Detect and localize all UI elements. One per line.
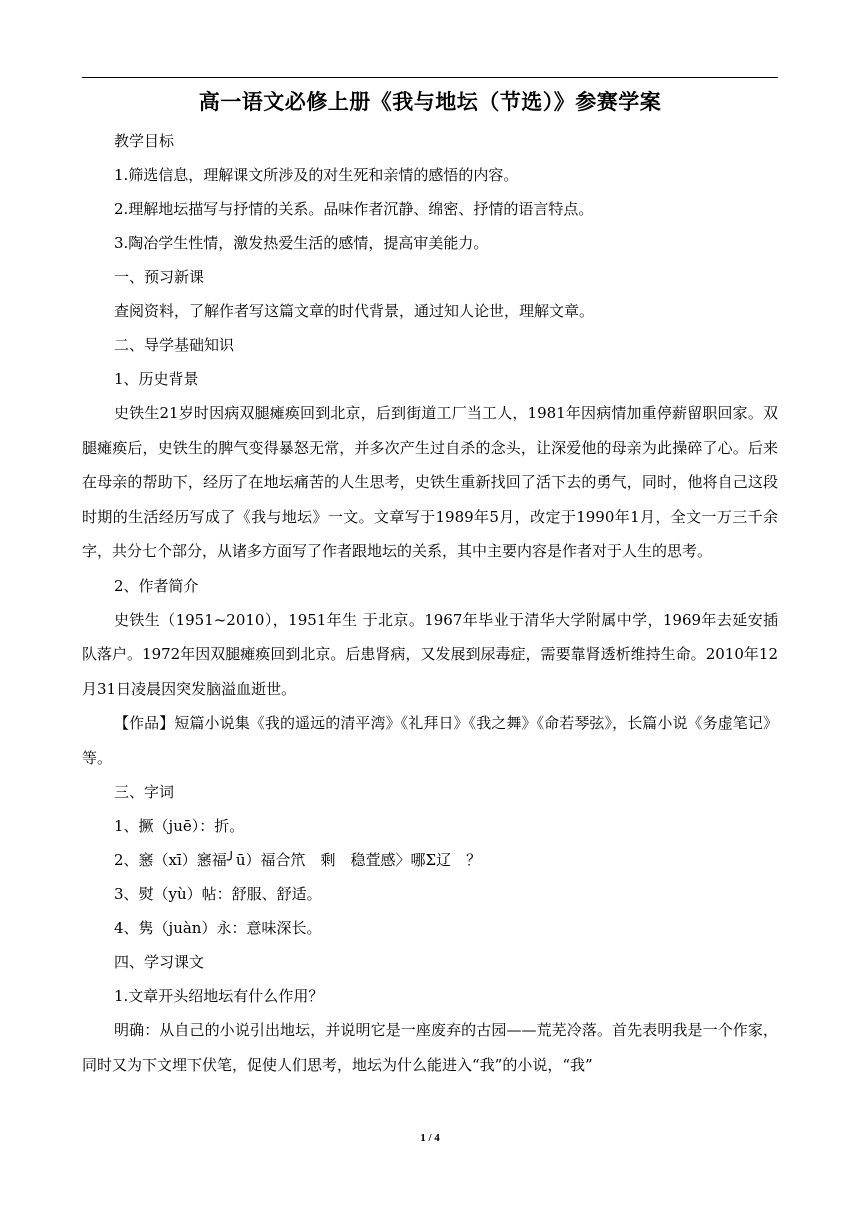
section-heading: 三、字词 bbox=[114, 783, 175, 801]
question: 1.文章开头绍地坛有什么作用？ bbox=[114, 987, 324, 1005]
document-body bbox=[82, 124, 778, 1082]
subsection-heading: 1、历史背景 bbox=[114, 370, 199, 388]
author-paragraph: 史铁生（1951~2010），1951年生 于北京。1967年毕业于清华大学附属中学，1969年去延安插队落户。1972年因双腿瘫痪回到北京。后患肾病，又发展到尿毒症，需要靠肾透析维持生命。2010年12月31日凌晨因突发脑溢血逝世。 bbox=[82, 610, 778, 698]
answer-paragraph: 明确：从自己的小说引出地坛，并说明它是一座废弃的古园——荒芜冷落。首先表明我是一个作家，同时又为下文埋下伏笔，促使人们思考，地坛为什么能进入“我”的小说，“我” bbox=[82, 1021, 778, 1074]
section-heading: 二、导学基础知识 bbox=[114, 336, 235, 354]
goal-item: 1.筛选信息，理解课文所涉及的对生死和亲情的感悟的内容。 bbox=[114, 166, 519, 184]
section-heading: 一、预习新课 bbox=[114, 268, 205, 286]
document-title: 高一语文必修上册《我与地坛（节选）》参赛学案 bbox=[198, 90, 662, 114]
subsection-heading: 2、作者简介 bbox=[114, 576, 199, 595]
vocab-item: 1、撅（juē）：折。 bbox=[114, 817, 245, 835]
works-paragraph: 【作品】短篇小说集《我的遥远的清平湾》《礼拜日》《我之舞》《命若琴弦》，长篇小说《务虚笔记》等。 bbox=[82, 714, 778, 767]
header-rule bbox=[82, 77, 778, 78]
section-heading: 教学目标 bbox=[114, 132, 175, 150]
goal-item: 2.理解地坛描写与抒情的关系。品味作者沉静、绵密、抒情的语言特点。 bbox=[114, 200, 594, 218]
vocab-item: 3、熨（yù）帖：舒服、舒适。 bbox=[114, 885, 322, 903]
section-heading: 四、学习课文 bbox=[114, 953, 205, 971]
goal-item: 3.陶冶学生性情，激发热爱生活的感情，提高审美能力。 bbox=[114, 234, 489, 252]
vocab-item: 4、隽（juàn）永：意味深长。 bbox=[114, 919, 322, 937]
paragraph: 查阅资料，了解作者写这篇文章的时代背景，通过知人论世，理解文章。 bbox=[114, 302, 595, 320]
page-number: 1 / 4 bbox=[420, 1132, 440, 1144]
vocab-item: 2、窸（xī）窸福╯ū）福合笊 剩 稳萓感〉哪Σ辽 ？ bbox=[114, 851, 482, 869]
background-paragraph: 史铁生21岁时因病双腿瘫痪回到北京，后到街道工厂当工人，1981年因病情加重停薪留职回家。双腿瘫痪后，史铁生的脾气变得暴怒无常，并多次产生过自杀的念头，让深爱他的母亲为此操碎了心。后来在母亲的帮助下，经历了在地坛痛苦的人生思考，史铁生重新找回了活下去的勇气，同时，他将自己这段时期的生活经历写成了《我与地坛》一文。文章写于1989年5月，改定于1990年1月，全文一万三千余字，共分七个部分，从诸多方面写了作者跟地坛的关系，其中主要内容是作者对于人生的思考。 bbox=[82, 404, 778, 560]
